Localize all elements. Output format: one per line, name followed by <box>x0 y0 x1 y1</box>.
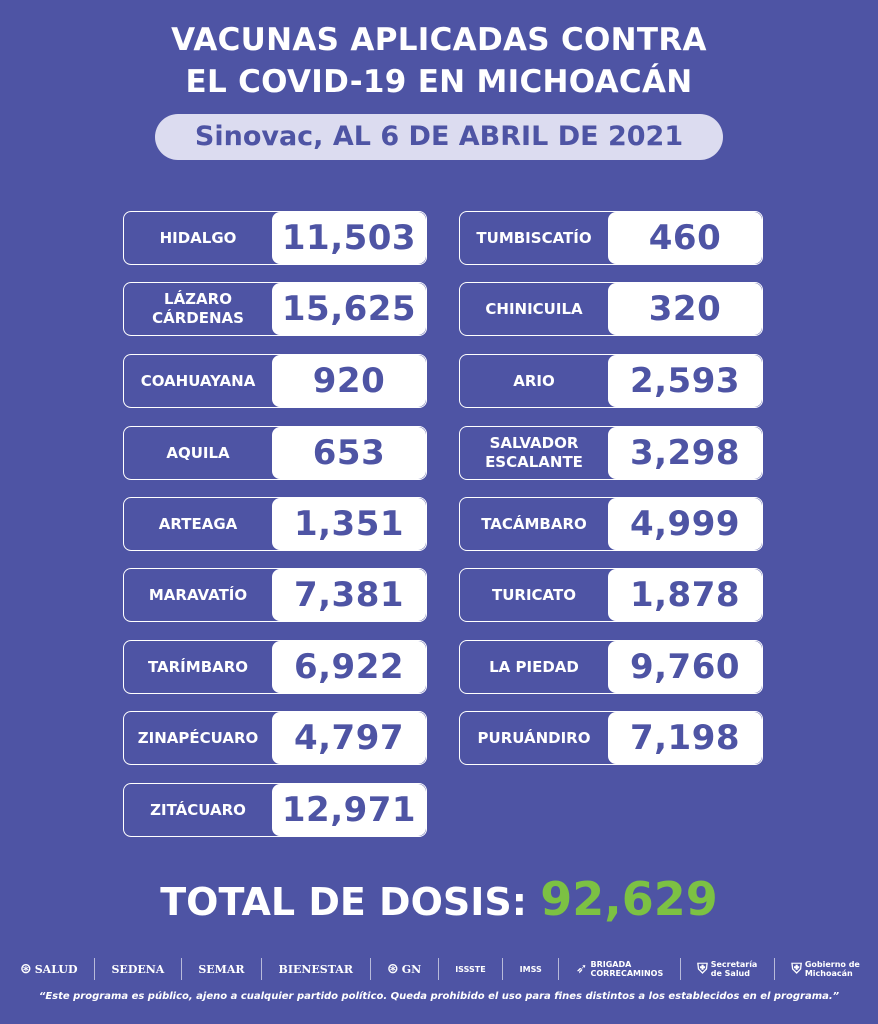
total-label: TOTAL DE DOSIS: <box>160 880 527 924</box>
municipality-card <box>123 354 427 408</box>
municipality-name: TURICATO <box>492 585 576 604</box>
municipality-card <box>459 282 763 336</box>
divider <box>502 958 503 980</box>
municipality-card <box>459 354 763 408</box>
total-doses <box>0 874 878 927</box>
semar-logo: SEMAR <box>198 962 245 976</box>
divider <box>774 958 775 980</box>
roadrunner-icon: ➶ <box>575 960 588 977</box>
municipality-name: PURUÁNDIRO <box>477 728 591 747</box>
page-title-line1: VACUNAS APLICADAS CONTRA <box>171 22 707 58</box>
municipality-name: ZITÁCUARO <box>150 800 246 819</box>
dose-count: 2,593 <box>608 355 762 407</box>
municipality-name: TUMBISCATÍO <box>476 228 592 247</box>
dose-count: 7,198 <box>608 712 762 764</box>
dose-count: 15,625 <box>272 283 426 335</box>
municipality-name: CHINICUILA <box>485 299 583 318</box>
divider <box>181 958 182 980</box>
municipality-card <box>459 640 763 694</box>
total-value: 92,629 <box>540 872 718 926</box>
eagle-seal-icon: ⊛ <box>387 961 399 977</box>
page-title-line2: EL COVID-19 EN MICHOACÁN <box>185 64 693 100</box>
divider <box>94 958 95 980</box>
municipality-name: LA PIEDAD <box>489 657 579 676</box>
brigada-correcaminos-logo: ➶ BRIGADA CORRECAMINOS <box>575 960 664 978</box>
municipality-name: AQUILA <box>166 443 230 462</box>
shield-icon: ⛨ <box>697 960 708 977</box>
municipality-name: TACÁMBARO <box>481 514 587 533</box>
dose-count: 7,381 <box>272 569 426 621</box>
bienestar-logo: BIENESTAR <box>278 962 353 976</box>
dose-count: 12,971 <box>272 784 426 836</box>
municipality-card <box>459 497 763 551</box>
municipality-name: ARTEAGA <box>158 514 238 533</box>
dose-count: 920 <box>272 355 426 407</box>
municipality-card <box>459 211 763 265</box>
partner-logos <box>20 956 860 982</box>
issste-logo: ISSSTE <box>455 964 486 974</box>
dose-count: 3,298 <box>608 427 762 479</box>
divider <box>438 958 439 980</box>
dose-count: 4,797 <box>272 712 426 764</box>
gobierno-michoacan-logo: ⛨ Gobierno de Michoacán <box>791 960 860 978</box>
imss-logo: IMSS <box>519 964 542 974</box>
shield-icon: ⛨ <box>791 960 802 977</box>
municipality-name: HIDALGO <box>159 228 237 247</box>
dose-count: 460 <box>608 212 762 264</box>
municipality-card <box>123 640 427 694</box>
dose-count: 1,351 <box>272 498 426 550</box>
gn-logo: ⊛ GN <box>387 961 422 977</box>
municipality-card <box>123 711 427 765</box>
dose-count: 6,922 <box>272 641 426 693</box>
divider <box>680 958 681 980</box>
dose-count: 11,503 <box>272 212 426 264</box>
eagle-seal-icon: ⊛ <box>20 961 32 977</box>
municipality-name: ZINAPÉCUARO <box>137 728 259 747</box>
secretaria-salud-logo: ⛨ Secretaría de Salud <box>697 960 758 978</box>
municipality-card <box>123 783 427 837</box>
municipality-name: ARIO <box>513 371 555 390</box>
municipality-card <box>459 568 763 622</box>
dose-count: 320 <box>608 283 762 335</box>
date-label: Sinovac, AL 6 DE ABRIL DE 2021 <box>155 114 723 160</box>
municipality-name: TARÍMBARO <box>147 657 249 676</box>
dose-count: 1,878 <box>608 569 762 621</box>
sedena-logo: SEDENA <box>111 962 165 976</box>
disclaimer: “Este programa es público, ajeno a cualquier partido político. Queda prohibido el uso para fines distintos a los establecidos en el programa.” <box>38 991 840 1002</box>
municipality-name: SALVADOR ESCALANTE <box>485 434 583 471</box>
municipality-card <box>123 568 427 622</box>
municipality-card <box>123 282 427 336</box>
dose-count: 653 <box>272 427 426 479</box>
divider <box>558 958 559 980</box>
municipality-card <box>123 497 427 551</box>
municipality-name: COAHUAYANA <box>140 371 256 390</box>
salud-logo: ⊛ SALUD <box>20 961 78 977</box>
divider <box>370 958 371 980</box>
municipality-card <box>123 211 427 265</box>
municipality-name: MARAVATÍO <box>148 585 248 604</box>
municipality-card <box>123 426 427 480</box>
divider <box>261 958 262 980</box>
dose-count: 4,999 <box>608 498 762 550</box>
municipality-card <box>459 426 763 480</box>
municipality-name: LÁZARO CÁRDENAS <box>152 290 244 327</box>
dose-count: 9,760 <box>608 641 762 693</box>
municipality-card <box>459 711 763 765</box>
